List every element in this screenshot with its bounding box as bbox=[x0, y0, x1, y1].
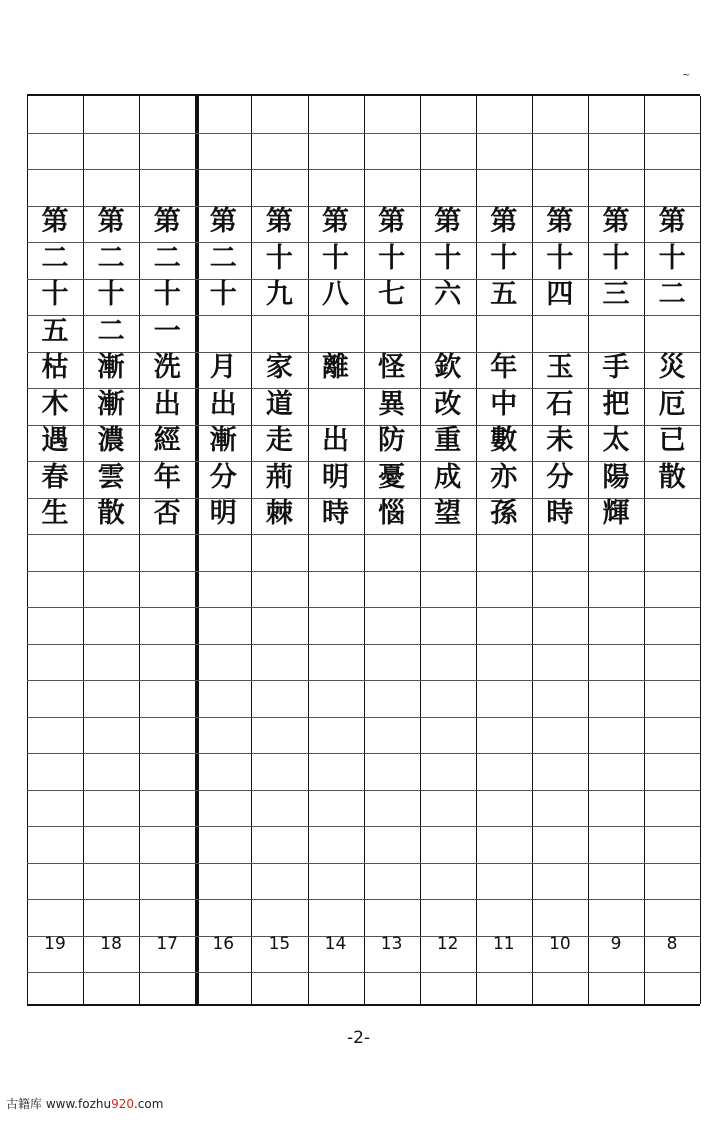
row-rule bbox=[27, 790, 700, 791]
row-rule bbox=[27, 680, 700, 681]
entry-text: 離 出 明 時 bbox=[322, 352, 349, 529]
entry-heading: 第 十 三 bbox=[602, 206, 630, 310]
entry-column bbox=[532, 204, 588, 674]
entry-text: 年 中 數 亦 孫 bbox=[490, 352, 518, 529]
entry-text: 怪 異 防 憂 惱 bbox=[378, 352, 406, 529]
entry-column bbox=[195, 204, 251, 674]
sequence-number: 8 bbox=[666, 934, 678, 954]
entry-column bbox=[251, 204, 307, 674]
row-rule bbox=[27, 133, 700, 134]
row-rule bbox=[27, 899, 700, 900]
entry-column bbox=[476, 204, 532, 674]
stray-mark: ~ bbox=[682, 70, 691, 81]
entry-text: 洗 出 經 年 否 bbox=[153, 352, 181, 529]
entry-heading: 第 二 十 一 bbox=[153, 206, 181, 347]
entry-text: 月 出 漸 分 明 bbox=[209, 352, 237, 529]
entry-heading: 第 二 十 五 bbox=[41, 206, 69, 347]
entry-heading: 第 十 六 bbox=[434, 206, 462, 310]
row-rule bbox=[27, 826, 700, 827]
page-number: -2- bbox=[346, 1028, 371, 1048]
entry-column bbox=[420, 204, 476, 674]
sequence-number: 9 bbox=[610, 934, 622, 954]
entry-column bbox=[364, 204, 420, 674]
entry-heading: 第 十 四 bbox=[546, 206, 574, 310]
watermark-footer bbox=[6, 1095, 163, 1112]
entry-text: 漸 漸 濃 雲 散 bbox=[97, 352, 125, 529]
entry-heading: 第 十 二 bbox=[658, 206, 686, 310]
entry-column bbox=[644, 204, 700, 674]
sequence-number: 10 bbox=[549, 934, 571, 954]
entry-text: 欽 改 重 成 望 bbox=[434, 352, 462, 529]
footer-url-accent: 920 bbox=[111, 1097, 134, 1111]
entry-text: 家 道 走 荊 棘 bbox=[265, 352, 293, 529]
row-rule bbox=[27, 717, 700, 718]
entry-heading: 第 十 五 bbox=[490, 206, 518, 310]
sequence-number: 16 bbox=[212, 934, 235, 954]
sequence-number: 12 bbox=[436, 934, 459, 954]
sequence-number: 19 bbox=[44, 934, 66, 954]
column-rule bbox=[700, 96, 701, 1004]
entry-column bbox=[27, 204, 83, 674]
entry-column bbox=[588, 204, 644, 674]
row-rule bbox=[27, 972, 700, 973]
entry-column bbox=[83, 204, 139, 674]
footer-site-name: 古籍库 bbox=[6, 1097, 43, 1111]
sequence-number: 15 bbox=[268, 934, 291, 954]
sequence-number: 14 bbox=[324, 934, 347, 954]
sequence-number: 13 bbox=[380, 934, 403, 954]
entry-heading: 第 十 八 bbox=[322, 206, 349, 310]
entry-text: 手 把 太 陽 輝 bbox=[602, 352, 630, 529]
entry-column bbox=[308, 204, 364, 674]
entry-text: 玉 石 未 分 時 bbox=[546, 352, 574, 529]
entry-heading: 第 十 九 bbox=[265, 206, 293, 310]
sequence-number: 11 bbox=[492, 934, 515, 954]
sequence-number: 17 bbox=[156, 934, 178, 954]
entry-heading: 第 二 十 二 bbox=[97, 206, 125, 347]
entry-heading: 第 十 七 bbox=[378, 206, 406, 310]
row-rule bbox=[27, 863, 700, 864]
entry-column bbox=[139, 204, 195, 674]
entry-text: 災 厄 已 散 bbox=[658, 352, 686, 493]
footer-url-prefix: www.fozhu bbox=[45, 1097, 112, 1111]
row-rule bbox=[27, 753, 700, 754]
manuscript-grid bbox=[27, 94, 700, 1006]
sequence-number: 18 bbox=[100, 934, 122, 954]
row-rule bbox=[27, 169, 700, 170]
entry-text: 枯 木 遇 春 生 bbox=[41, 352, 69, 529]
entry-heading: 第 二 十 bbox=[209, 206, 237, 310]
footer-url-suffix: .com bbox=[133, 1097, 164, 1111]
